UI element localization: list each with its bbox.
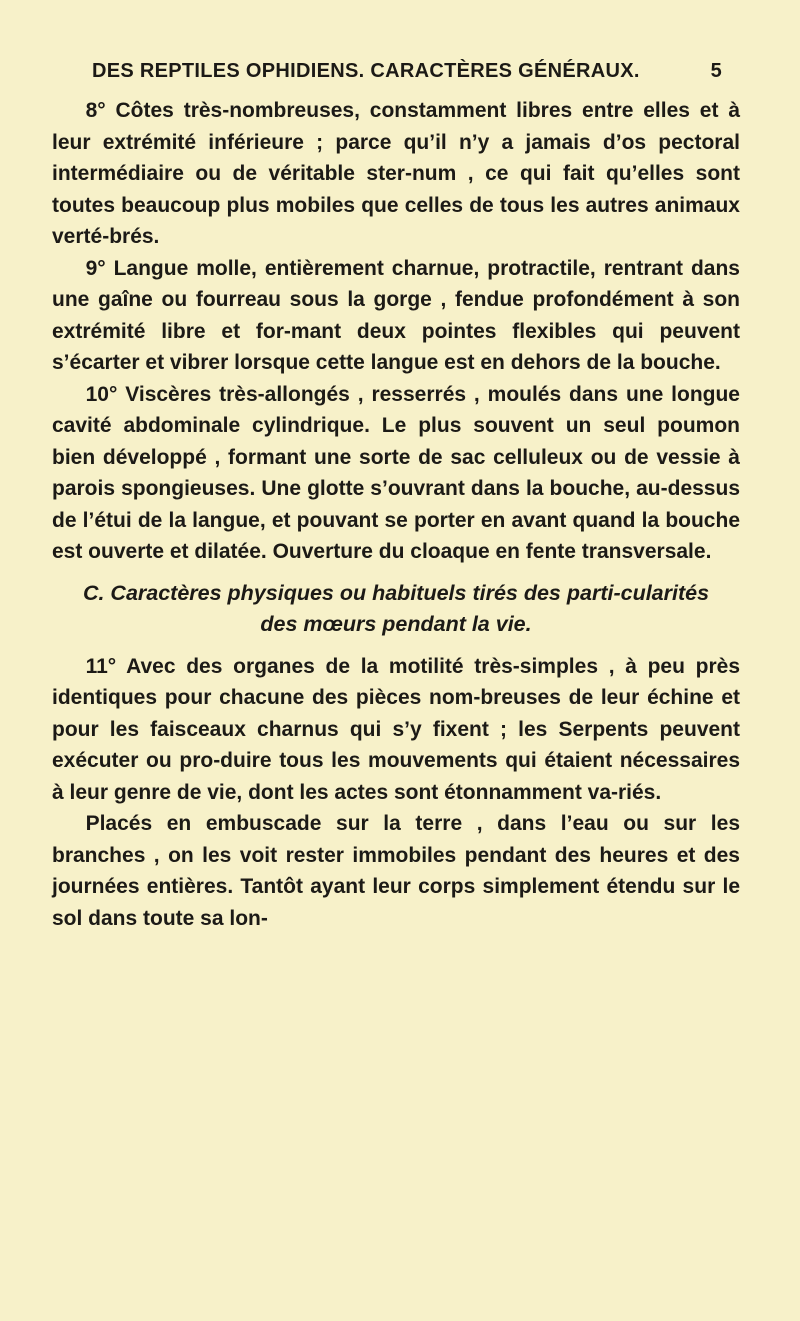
running-title: DES REPTILES OPHIDIENS. CARACTÈRES GÉNÉRAUX.	[92, 60, 640, 82]
paragraph-viscera: 10° Viscères très-allongés , resserrés , moulés dans une longue cavité abdominale cylindrique. Le plus souvent un seul poumon bien développé , formant une sorte de sac celluleux ou de vessie à parois spongieuses. Une glotte s’ouvrant dans la bouche, au-dessus de l’étui de la langue, et pouvant se porter en avant quand la bouche est ouverte et dilatée. Ouverture du cloaque en fente transversale.	[52, 382, 740, 563]
paragraph-ambush: Placés en embuscade sur la terre , dans l’eau ou sur les branches , on les voit rester immobiles pendant des heures et des journées entières. Tantôt ayant leur corps simplement étendu sur le sol dans toute sa lon-	[52, 812, 740, 930]
section-heading: C. Caractères physiques ou habituels tirés des parti-cularités des mœurs pendant la vie.	[82, 580, 710, 636]
paragraph-ribs: 8° Côtes très-nombreuses, constamment libres entre elles et à leur extrémité inférieure ; parce qu’il n’y a jamais d’os pectoral intermédiaire ou de véritable ster-num , ce qui fait qu’elles sont toutes beaucoup plus mobiles que celles de tous les autres animaux verté-brés.	[52, 99, 740, 248]
page-number: 5	[710, 60, 722, 82]
page-body	[52, 95, 740, 934]
paragraph-tongue: 9° Langue molle, entièrement charnue, protractile, rentrant dans une gaîne ou fourreau sous la gorge , fendue profondément à son extrémité libre et for-mant deux pointes flexibles qui peuvent s’écarter et vibrer lorsque cette langue est en dehors de la bouche.	[52, 256, 740, 374]
paragraph-motility: 11° Avec des organes de la motilité très-simples , à peu près identiques pour chacune des pièces nom-breuses de leur échine et pour les faisceaux charnus qui s’y fixent ; les Serpents peuvent exécuter ou pro-duire tous les mouvements qui étaient nécessaires à leur genre de vie, dont les actes sont étonnamment va-riés.	[52, 654, 740, 804]
